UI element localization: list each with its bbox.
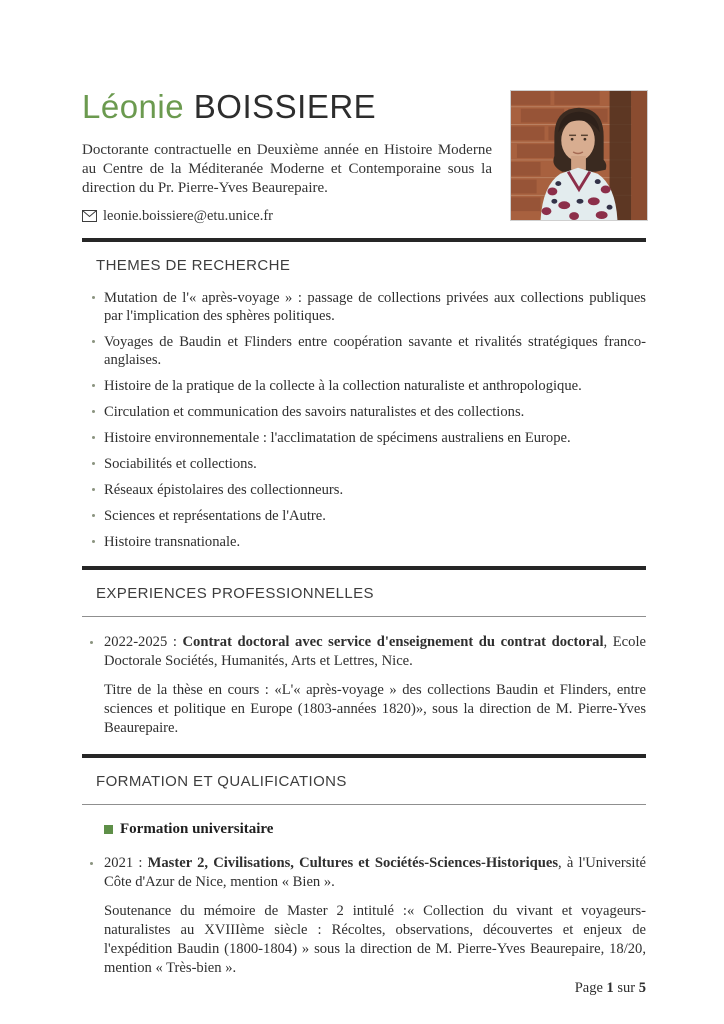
footer-page-num: 1: [606, 979, 614, 996]
footer-total-num: 5: [638, 979, 646, 996]
list-item: Mutation de l'« après-voyage » : passage de collections privées aux collections publiques par l'implication des sphères politiques.: [82, 289, 646, 325]
envelope-icon: [82, 210, 97, 222]
formation-entry: [82, 854, 646, 892]
list-item: Sciences et représentations de l'Autre.: [82, 507, 646, 525]
entry-degree: Master 2, Civilisations, Cultures et Sociétés-Sciences-Historiques: [147, 854, 559, 871]
list-item: Sociabilités et collections.: [82, 455, 646, 473]
footer-sur-word: sur: [613, 979, 639, 996]
section-title-formation: FORMATION ET QUALIFICATIONS: [96, 772, 347, 790]
list-item: Histoire de la pratique de la collecte à la collection naturaliste et anthropologique.: [82, 377, 646, 395]
memoir-paragraph: Soutenance du mémoire de Master 2 intitulé :« Collection du vivant et voyageurs-naturalistes au XVIIIème siècle : Récoltes, observations, découvertes et enjeux de l'expédition Baudin (1800-1804) » sous la direction de M. Pierre-Yves Beaurepaire, 18/20, mention « Très-bien ».: [104, 902, 646, 976]
divider-thin: [82, 804, 646, 805]
list-item: Réseaux épistolaires des collectionneurs.: [82, 481, 646, 499]
thesis-paragraph: Titre de la thèse en cours : «L'« après-voyage » des collections Baudin et Flinders, entre sciences et politique en Europe (1803-années 1820)», sous la direction de M. Pierre-Yves Beaurepaire.: [104, 681, 646, 736]
entry-suffix: , Ecole Doctorale Sociétés, Humanités, Arts et Lettres, Nice.: [104, 633, 646, 669]
subsection-label: Formation universitaire: [120, 820, 274, 837]
list-item: Histoire transnationale.: [82, 533, 646, 551]
divider-thick: [82, 238, 646, 242]
entry-role: Contrat doctoral avec service d'enseignement du contrat doctoral: [182, 633, 604, 650]
page-number: [82, 980, 646, 997]
footer-page-word: Page: [574, 979, 607, 996]
portrait-photo: [510, 90, 648, 221]
last-name: BOISSIERE: [193, 88, 377, 125]
square-bullet-icon: [104, 825, 113, 834]
profile-summary: Doctorante contractuelle en Deuxième année en Histoire Moderne au Centre de la Méditeranée Moderne et Contemporaine sous la direction du Pr. Pierre-Yves Beaurepaire.: [82, 141, 492, 196]
section-title-experiences: EXPERIENCES PROFESSIONNELLES: [96, 584, 374, 602]
entry-suffix: , à l'Université Côte d'Azur de Nice, mention « Bien ».: [104, 854, 646, 890]
first-name: Léonie: [82, 88, 185, 125]
divider-thick: [82, 754, 646, 758]
list-item: Circulation et communication des savoirs naturalistes et des collections.: [82, 403, 646, 421]
entry-period: 2022-2025 :: [104, 633, 183, 650]
experience-entry: [82, 633, 646, 671]
divider-thin: [82, 616, 646, 617]
subsection-formation-universitaire: [104, 821, 646, 838]
divider-thick: [82, 566, 646, 570]
list-item: Histoire environnementale : l'acclimatation de spécimens australiens en Europe.: [82, 429, 646, 447]
section-title-themes: THEMES DE RECHERCHE: [96, 256, 291, 274]
entry-year: 2021 :: [104, 854, 148, 871]
list-item: Voyages de Baudin et Flinders entre coopération savante et rivalités stratégiques franco-anglaises.: [82, 333, 646, 369]
themes-list: [82, 289, 646, 551]
email-link[interactable]: leonie.boissiere@etu.unice.fr: [103, 207, 273, 224]
